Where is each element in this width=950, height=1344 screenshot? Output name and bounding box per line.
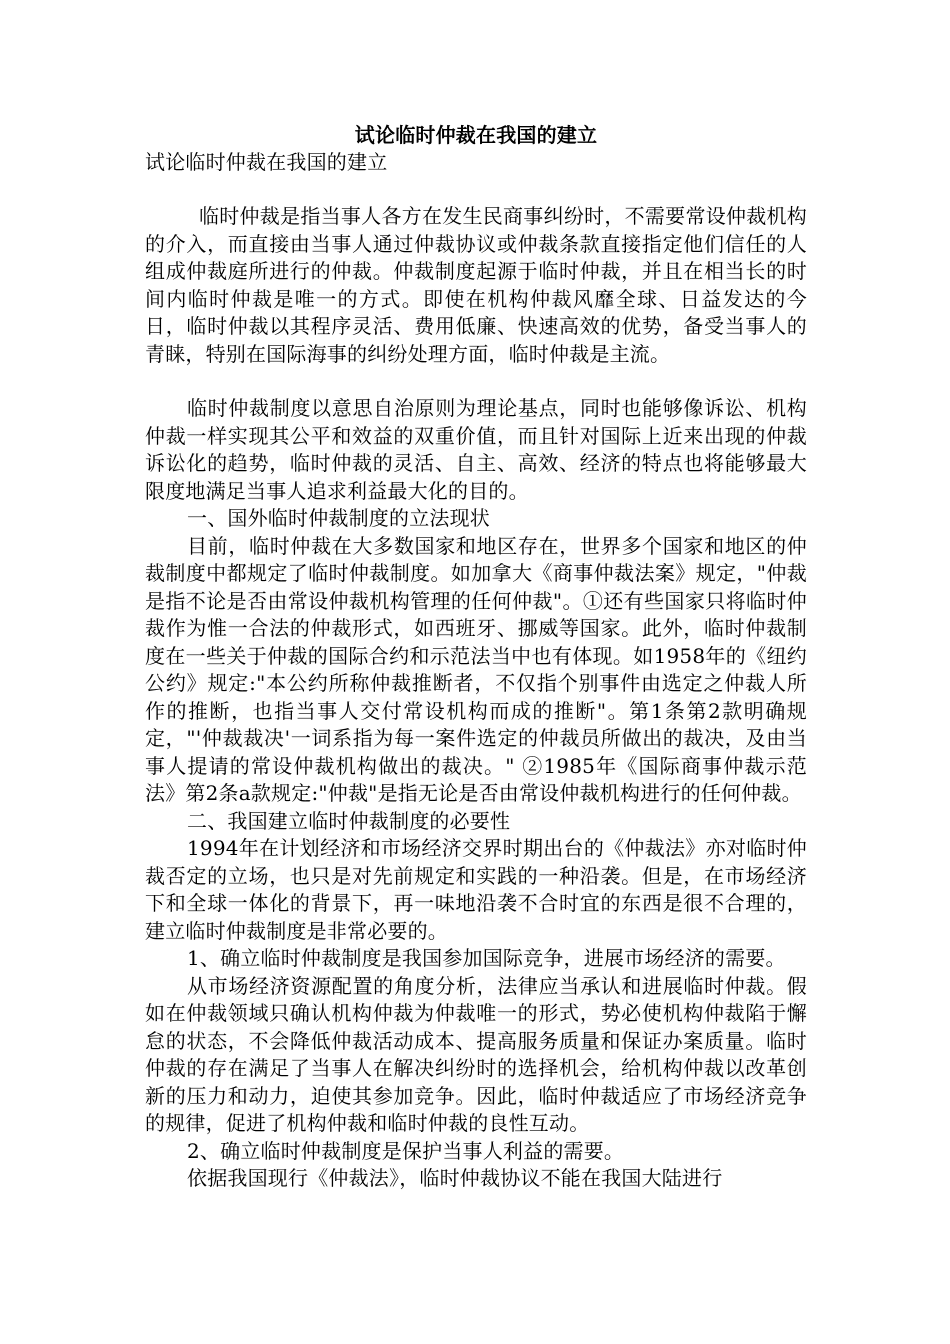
subheading-point-1: 1、确立临时仲裁制度是我国参加国际竞争，进展市场经济的需要。 [187,946,786,970]
document-subtitle: 试论临时仲裁在我国的建立 [145,150,388,174]
paragraph-foreign-legislation: 目前，临时仲裁在大多数国家和地区存在，世界多个国家和地区的仲裁制度中都规定了临时仲裁制度。如加拿大《商事仲裁法案》规定，"仲裁是指不论是否由常设仲裁机构管理的任何仲裁"。①还有些国家只将临时仲裁作为惟一合法的仲裁形式，如西班牙、挪威等国家。此外，临时仲裁制度在一些关于仲裁的国际合约和示范法当中也有体现。如1958年的《纽约公约》规定:"本公约所称仲裁推断者，不仅指个别事件由选定之仲裁人所作的推断，也指当事人交付常设机构而成的推断"。第1条第2款明确规定，"'仲裁裁决'一词系指为每一案件选定的仲裁员所做出的裁决，及由当事人提请的常设仲裁机构做出的裁决。" ②1985年《国际商事仲裁示范法》第2条a款规定:"仲裁"是指无论是否由常设仲裁机构进行的任何仲裁。 [145,533,807,805]
section-heading-1: 一、国外临时仲裁制度的立法现状 [187,506,490,530]
blank-line [145,368,807,395]
subheading-point-2: 2、确立临时仲裁制度是保护当事人利益的需要。 [187,1138,625,1163]
paragraph-theory: 临时仲裁制度以意思自治原则为理论基点，同时也能够像诉讼、机构仲裁一样实现其公平和效益的双重价值，而且针对国际上近来出现的仲裁诉讼化的趋势，临时仲裁的灵活、自主、高效、经济的特点也将能够最大限度地满足当事人追求利益最大化的目的。 [145,396,807,503]
paragraph-current-law: 依据我国现行《仲裁法》，临时仲裁协议不能在我国大陆进行 [187,1166,723,1190]
section-heading-2: 二、我国建立临时仲裁制度的必要性 [187,808,511,833]
paragraph-arbitration-law-1994: 1994年在计划经济和市场经济交界时期出台的《仲裁法》亦对临时仲裁否定的立场，也只是对先前规定和实践的一种沿袭。但是，在市场经济下和全球一体化的背景下，再一味地沿袭不合时宜的东西是很不合理的，建立临时仲裁制度是非常必要的。 [145,836,807,943]
blank-line [145,176,807,203]
document-body [145,121,807,1193]
document-title: 试论临时仲裁在我国的建立 [354,123,598,147]
paragraph-market-economy: 从市场经济资源配置的角度分析，法律应当承认和进展临时仲裁。假如在仲裁领域只确认机构仲裁为仲裁唯一的形式，势必使机构仲裁陷于懈怠的状态，不会降低仲裁活动成本、提高服务质量和保证办案质量。临时仲裁的存在满足了当事人在解决纠纷时的选择机会，给机构仲裁以改革创新的压力和动力，迫使其参加竞争。因此，临时仲裁适应了市场经济竞争的规律，促进了机构仲裁和临时仲裁的良性互动。 [145,973,807,1135]
paragraph-definition: 临时仲裁是指当事人各方在发生民商事纠纷时，不需要常设仲裁机构的介入，而直接由当事人通过仲裁协议或仲裁条款直接指定他们信任的人组成仲裁庭所进行的仲裁。仲裁制度起源于临时仲裁，并且在相当长的时间内临时仲裁是唯一的方式。即使在机构仲裁风靡全球、日益发达的今日，临时仲裁以其程序灵活、费用低廉、快速高效的优势，备受当事人的青睐，特别在国际海事的纠纷处理方面，临时仲裁是主流。 [145,204,807,366]
